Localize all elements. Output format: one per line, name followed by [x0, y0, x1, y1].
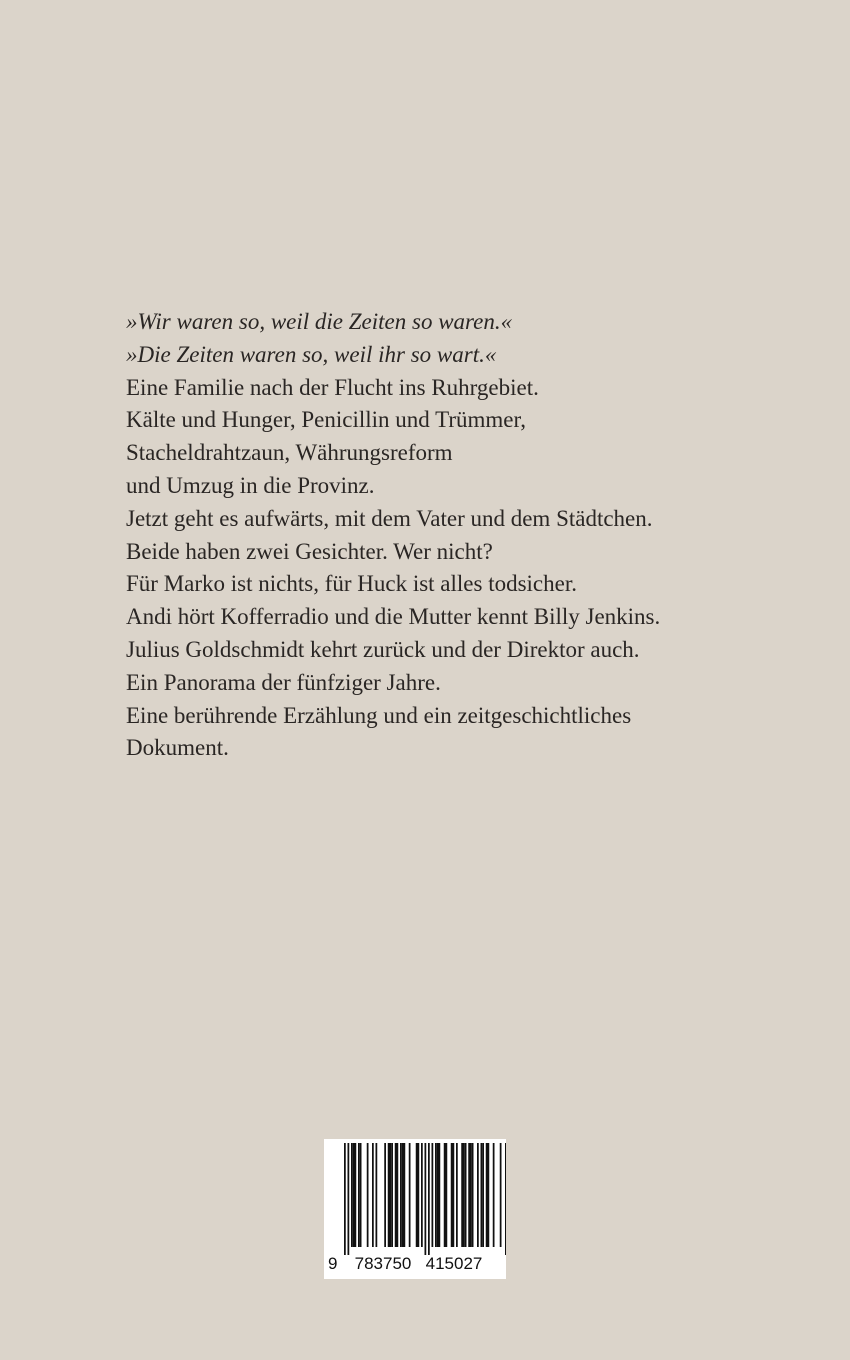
barcode-bar: [409, 1143, 411, 1247]
barcode-bar: [463, 1143, 465, 1247]
barcode-bar: [360, 1143, 362, 1247]
barcode-bar: [400, 1143, 402, 1247]
barcode-bar: [395, 1143, 397, 1247]
barcode-bar: [437, 1143, 439, 1247]
barcode-digit-prefix: 9: [328, 1254, 338, 1273]
barcode-bar: [488, 1143, 490, 1247]
barcode-bar: [477, 1143, 479, 1247]
blurb-line: Ein Panorama der fünfziger Jahre.: [126, 669, 441, 695]
blurb-line: Kälte und Hunger, Penicillin und Trümmer,: [126, 407, 526, 433]
barcode-bar: [444, 1143, 446, 1247]
barcode-bar: [505, 1143, 506, 1255]
barcode-bar: [348, 1143, 350, 1255]
barcode-digits-right: 415027: [425, 1254, 483, 1273]
barcode-digits-left: 783750: [354, 1254, 412, 1273]
blurb-line: Andi hört Kofferradio und die Mutter kennt Billy Jenkins.: [126, 604, 661, 630]
blurb-line: Jetzt geht es aufwärts, mit dem Vater und dem Städtchen.: [126, 505, 653, 531]
barcode-bar: [461, 1143, 463, 1247]
barcode-bar: [376, 1143, 378, 1247]
blurb-line: Julius Goldschmidt kehrt zurück und der Direktor auch.: [126, 636, 640, 662]
barcode-bar: [428, 1143, 430, 1255]
barcode-bar: [468, 1143, 470, 1247]
barcode-bar: [453, 1143, 455, 1247]
barcode-bar: [421, 1143, 423, 1247]
blurb-line: Beide haben zwei Gesichter. Wer nicht?: [126, 538, 493, 564]
barcode-bar: [439, 1143, 441, 1247]
barcode-bar: [500, 1143, 502, 1247]
quote-line-1: »Wir waren so, weil die Zeiten so waren.«: [126, 309, 513, 334]
blurb-line: Dokument.: [126, 735, 229, 761]
barcode-bar: [402, 1143, 404, 1247]
isbn-barcode: [324, 1139, 506, 1279]
barcode-bar: [435, 1143, 437, 1247]
barcode-bar: [418, 1143, 420, 1247]
barcode-bar: [451, 1143, 453, 1247]
barcode-bar: [493, 1143, 495, 1247]
barcode-bar: [384, 1143, 386, 1247]
barcode-bar: [456, 1143, 458, 1247]
barcode-bar: [470, 1143, 472, 1247]
barcode-bar: [432, 1143, 434, 1247]
blurb-line: Stacheldrahtzaun, Währungsreform: [126, 440, 453, 466]
barcode-bars: [344, 1143, 506, 1255]
barcode-bar: [482, 1143, 484, 1247]
blurb-line: Eine berührende Erzählung und ein zeitgeschichtliches: [126, 702, 632, 728]
barcode-bar: [465, 1143, 467, 1247]
barcode-bar: [390, 1143, 392, 1247]
barcode-bar: [416, 1143, 418, 1247]
barcode-bar: [367, 1143, 369, 1247]
blurb-line: Eine Familie nach der Flucht ins Ruhrgebiet.: [126, 374, 539, 400]
quote-line-2: »Die Zeiten waren so, weil ihr so wart.«: [126, 341, 497, 367]
barcode-bar: [353, 1143, 355, 1247]
blurb-text: [126, 306, 766, 765]
barcode-bar: [388, 1143, 390, 1247]
barcode-bar: [472, 1143, 474, 1247]
barcode-bar: [372, 1143, 374, 1247]
blurb-line: Für Marko ist nichts, für Huck ist alles todsicher.: [126, 571, 577, 597]
barcode-bar: [404, 1143, 406, 1247]
barcode-bar: [446, 1143, 448, 1247]
barcode-bar: [355, 1143, 357, 1247]
barcode-bar: [391, 1143, 393, 1247]
barcode-bar: [358, 1143, 360, 1247]
barcode-bar: [425, 1143, 427, 1255]
barcode-bar: [397, 1143, 399, 1247]
barcode-bar: [351, 1143, 353, 1247]
blurb-line: und Umzug in die Provinz.: [126, 472, 375, 498]
barcode-bar: [344, 1143, 346, 1255]
barcode-bar: [481, 1143, 483, 1247]
barcode-bar: [486, 1143, 488, 1247]
